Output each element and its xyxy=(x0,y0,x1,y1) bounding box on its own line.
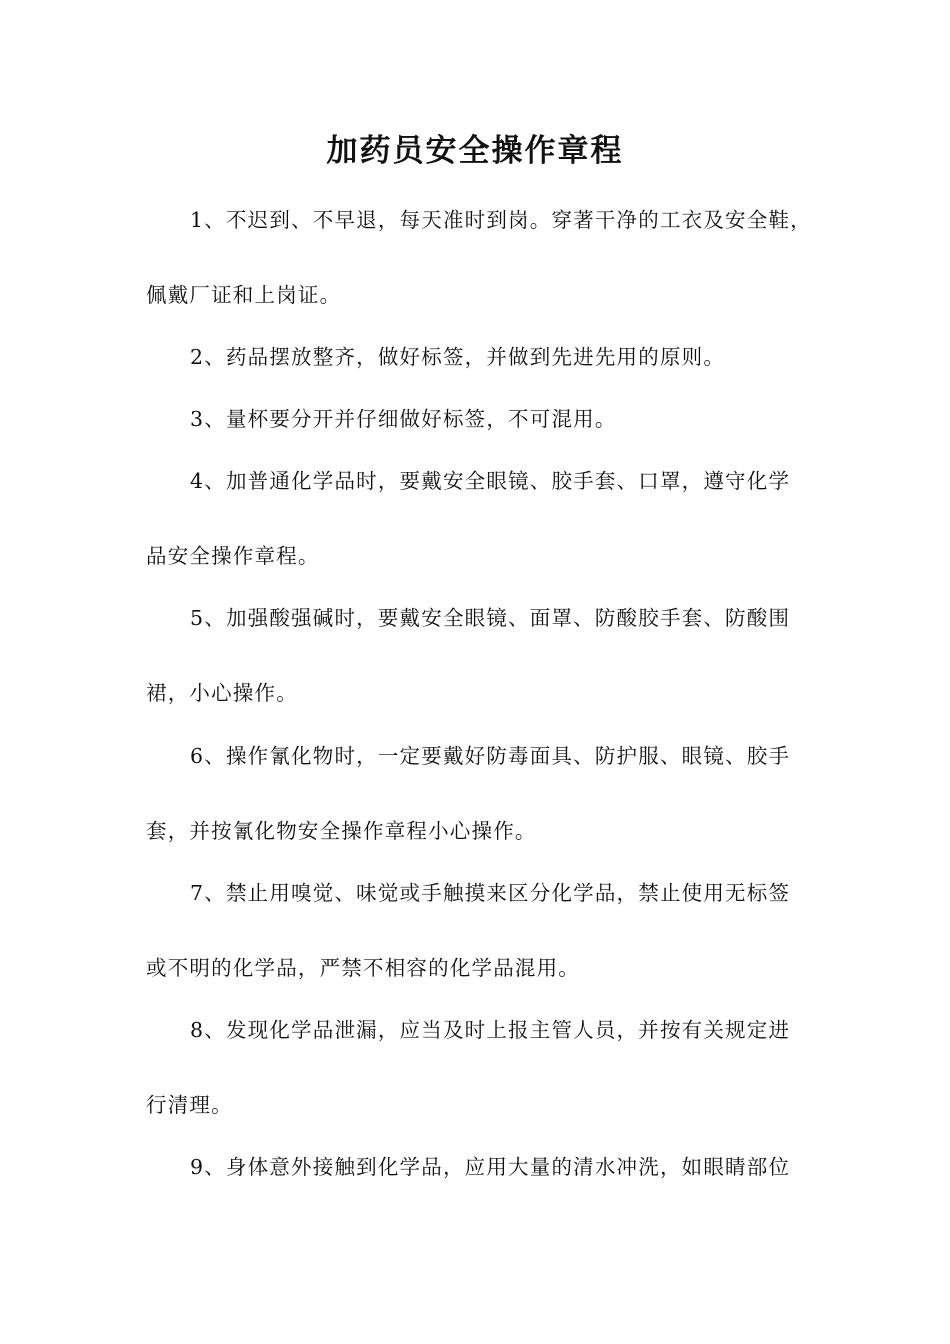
rule-6-line-1: 6、操作氰化物时，一定要戴好防毒面具、防护服、眼镜、胶手 xyxy=(190,744,791,768)
rule-4-line-2: 品安全操作章程。 xyxy=(146,544,320,568)
rule-8-line-1: 8、发现化学品泄漏，应当及时上报主管人员，并按有关规定进 xyxy=(190,1018,791,1042)
rule-7-line-2: 或不明的化学品，严禁不相容的化学品混用。 xyxy=(146,956,580,980)
document-title: 加药员安全操作章程 xyxy=(326,133,624,169)
rule-9-line-1: 9、身体意外接触到化学品，应用大量的清水冲洗，如眼睛部位 xyxy=(190,1155,791,1179)
rule-1-line-1: 1、不迟到、不早退，每天准时到岗。穿著干净的工衣及安全鞋， xyxy=(190,208,812,232)
rule-2-line-1: 2、药品摆放整齐，做好标签，并做到先进先用的原则。 xyxy=(190,345,726,369)
rule-5-line-2: 裙，小心操作。 xyxy=(146,681,298,705)
rule-4-line-1: 4、加普通化学品时，要戴安全眼镜、胶手套、口罩，遵守化学 xyxy=(190,469,791,493)
rule-8-line-2: 行清理。 xyxy=(146,1093,233,1117)
rule-6-line-2: 套，并按氰化物安全操作章程小心操作。 xyxy=(146,819,537,843)
rule-7-line-1: 7、禁止用嗅觉、味觉或手触摸来区分化学品，禁止使用无标签 xyxy=(190,881,791,905)
rule-5-line-1: 5、加强酸强碱时，要戴安全眼镜、面罩、防酸胶手套、防酸围 xyxy=(190,606,791,630)
rule-3-line-1: 3、量杯要分开并仔细做好标签，不可混用。 xyxy=(190,407,617,431)
rule-1-line-2: 佩戴厂证和上岗证。 xyxy=(146,283,342,307)
